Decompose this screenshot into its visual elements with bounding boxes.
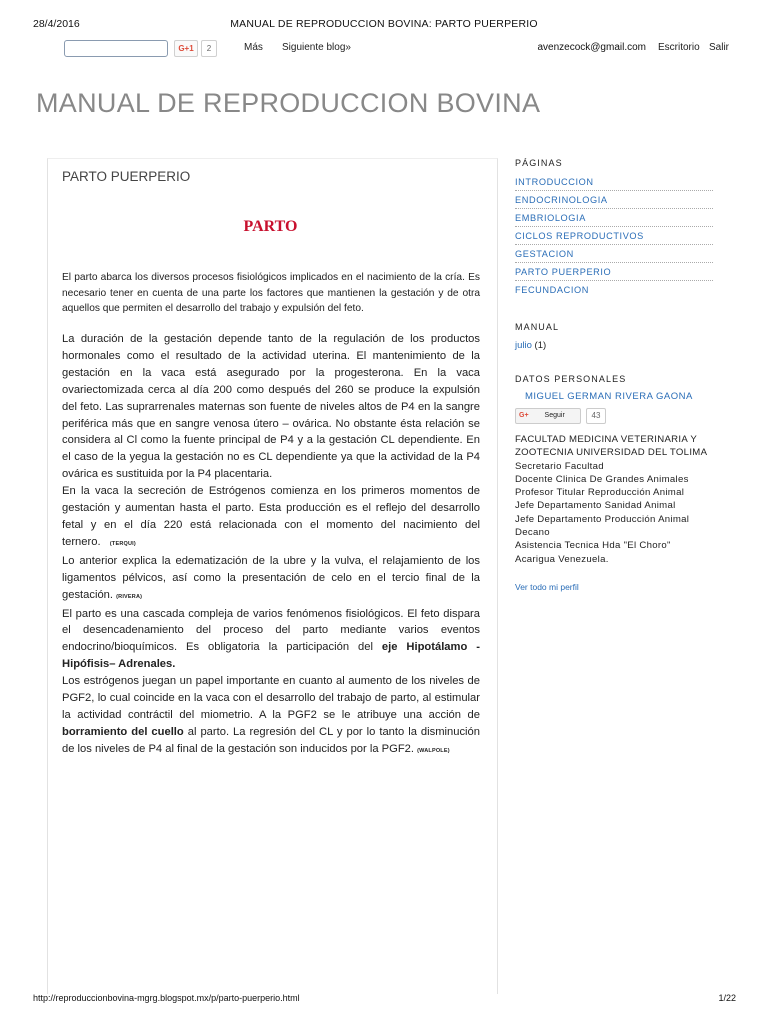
profile-bio — [515, 433, 713, 566]
follow-widget — [515, 408, 713, 424]
pages-heading: PÁGINAS — [515, 158, 563, 168]
archive-link-julio[interactable]: julio — [515, 340, 532, 351]
profile-name-link[interactable]: MIGUEL GERMAN RIVERA GAONA — [525, 391, 693, 402]
print-title: MANUAL DE REPRODUCCION BOVINA: PARTO PUERPERIO — [230, 18, 538, 30]
page-link-parto-puerperio[interactable]: PARTO PUERPERIO — [515, 263, 713, 281]
paragraph-estrogens — [62, 483, 480, 553]
desktop-link[interactable]: Escritorio — [658, 42, 700, 53]
bio-line: FACULTAD MEDICINA VETERINARIA Y ZOOTECNIA UNIVERSIDAD DEL TOLIMA — [515, 434, 708, 459]
gplus-button[interactable]: G+1 — [174, 40, 198, 57]
search-input[interactable] — [64, 40, 168, 57]
logout-link[interactable]: Salir — [709, 42, 730, 53]
paragraph-pgf2 — [62, 673, 480, 760]
bio-line: Jefe Departamento Producción Animal — [515, 513, 690, 525]
follower-count: 43 — [586, 408, 606, 424]
bio-line: Acarigua Venezuela. — [515, 553, 609, 565]
bio-line: Decano — [515, 527, 550, 539]
follow-label: Seguir — [544, 412, 565, 419]
citation: (TERQUI) — [109, 540, 136, 547]
page-link-ciclos[interactable]: CICLOS REPRODUCTIVOS — [515, 227, 713, 245]
archive-item — [515, 340, 713, 351]
bio-line: Asistencia Tecnica Hda "El Choro" — [515, 540, 671, 552]
full-profile-link[interactable]: Ver todo mi perfil — [515, 581, 579, 592]
profile-heading: DATOS PERSONALES — [515, 374, 627, 384]
gplus-icon: G+ — [519, 412, 529, 419]
citation: (WALPOLE) — [417, 747, 450, 754]
paragraph-cascade — [62, 606, 480, 674]
page-link-endocrinologia[interactable]: ENDOCRINOLOGIA — [515, 191, 713, 209]
post-heading: PARTO — [243, 218, 298, 235]
page-link-introduccion[interactable]: INTRODUCCION — [515, 177, 713, 191]
bio-line: Jefe Departamento Sanidad Animal — [515, 500, 676, 512]
paragraph-duration: La duración de la gestación depende tanto de la regulación de los productos hormonales como el resultado de la actividad uterina. El mantenimiento de la gestación en la vaca está asegurado por la progesterona. En la vaca ovariectomizada cerca al día 200 como después del 260 se produce la expulsión del feto. Las suprarrenales maternas son fuente de niveles altos de P4 en la sangre periférica más que en sangre venosa útero – ovárica. No obstante ésta relación se considera al Cl como la fuente principal de P4 y a la gestación CL dependiente. En el caso de la yegua la gestación no es CL dependiente ya que la actividad de la P4 ovárica es sustituida por la P4 placentaria. — [62, 333, 480, 481]
page-link-fecundacion[interactable]: FECUNDACION — [515, 285, 589, 295]
paragraph-text: Los estrógenos juegan un papel importante en cuanto al aumento de los niveles de PGF2, lo cual coincide en la vaca con el desarrollo del trabajo de parto, al estimular la actividad contráctil del miometrio. A la PGF2 se le atribuye una acción de — [62, 675, 480, 721]
gplus-count: 2 — [201, 40, 217, 57]
follow-button[interactable] — [515, 408, 581, 424]
more-link[interactable]: Más — [244, 42, 263, 53]
post-body — [62, 331, 480, 760]
sidebar — [515, 158, 713, 592]
pages-list — [515, 177, 713, 298]
blog-title[interactable]: MANUAL DE REPRODUCCION BOVINA — [36, 88, 541, 118]
paragraph-text: Lo anterior explica la edematización de la ubre y la vulva, el relajamiento de los ligamentos pélvicos, así como la presentación de celo en el tercio final de la gestación. — [62, 554, 480, 601]
post-intro: El parto abarca los diversos procesos fisiológicos implicados en el nacimiento de la cría. Es necesario tener en cuenta de una parte los factores que mantienen la gestación y de otra aquellos que permiten el desarrollo del trabajo y expulsión del feto. — [62, 272, 480, 314]
page-link-gestacion[interactable]: GESTACION — [515, 245, 713, 263]
bold-text: borramiento del cuello — [62, 725, 184, 738]
page-number: 1/22 — [718, 993, 736, 1003]
next-blog-link[interactable]: Siguiente blog» — [282, 42, 351, 53]
bio-line: Profesor Titular Reproducción Animal — [515, 487, 685, 499]
paragraph-text: En la vaca la secreción de Estrógenos comienza en los primeros momentos de gestación y aumentan hasta el parto. Esta producción es el reflejo del desarrollo fetal y en el día 220 está relacionada con el momento del nacimiento del ternero. — [62, 485, 480, 548]
paragraph-text: al parto. La regresión del CL y por lo tanto la disminución de los niveles de P4 al final de la gestación son inducidos por la PGF2. — [62, 725, 480, 755]
bold-text: eje Hipotálamo - Hipófisis– Adrenales. — [62, 641, 480, 671]
page-url: http://reproduccionbovina-mgrg.blogspot.mx/p/parto-puerperio.html — [33, 993, 300, 1003]
manual-heading: MANUAL — [515, 322, 560, 332]
archive-count: (1) — [534, 340, 547, 351]
page-link-embriologia[interactable]: EMBRIOLOGIA — [515, 209, 713, 227]
citation: (RIVERA) — [116, 593, 143, 600]
user-email: avenzecock@gmail.com — [537, 42, 646, 53]
print-header — [0, 0, 768, 36]
blogger-navbar — [0, 36, 768, 60]
bio-line: Secretario Facultad — [515, 460, 604, 472]
paragraph-text: El parto es una cascada compleja de varios fenómenos fisiológicos. El feto dispara el desencadenamiento del proceso del parto mediante varios eventos endocrino/bioquímicos. Es obligatoria la participación del — [62, 607, 480, 654]
print-date: 28/4/2016 — [33, 18, 80, 30]
bio-line: Docente Clinica De Grandes Animales — [515, 473, 689, 485]
post-title: PARTO PUERPERIO — [62, 169, 191, 184]
paragraph-edema — [62, 553, 480, 606]
